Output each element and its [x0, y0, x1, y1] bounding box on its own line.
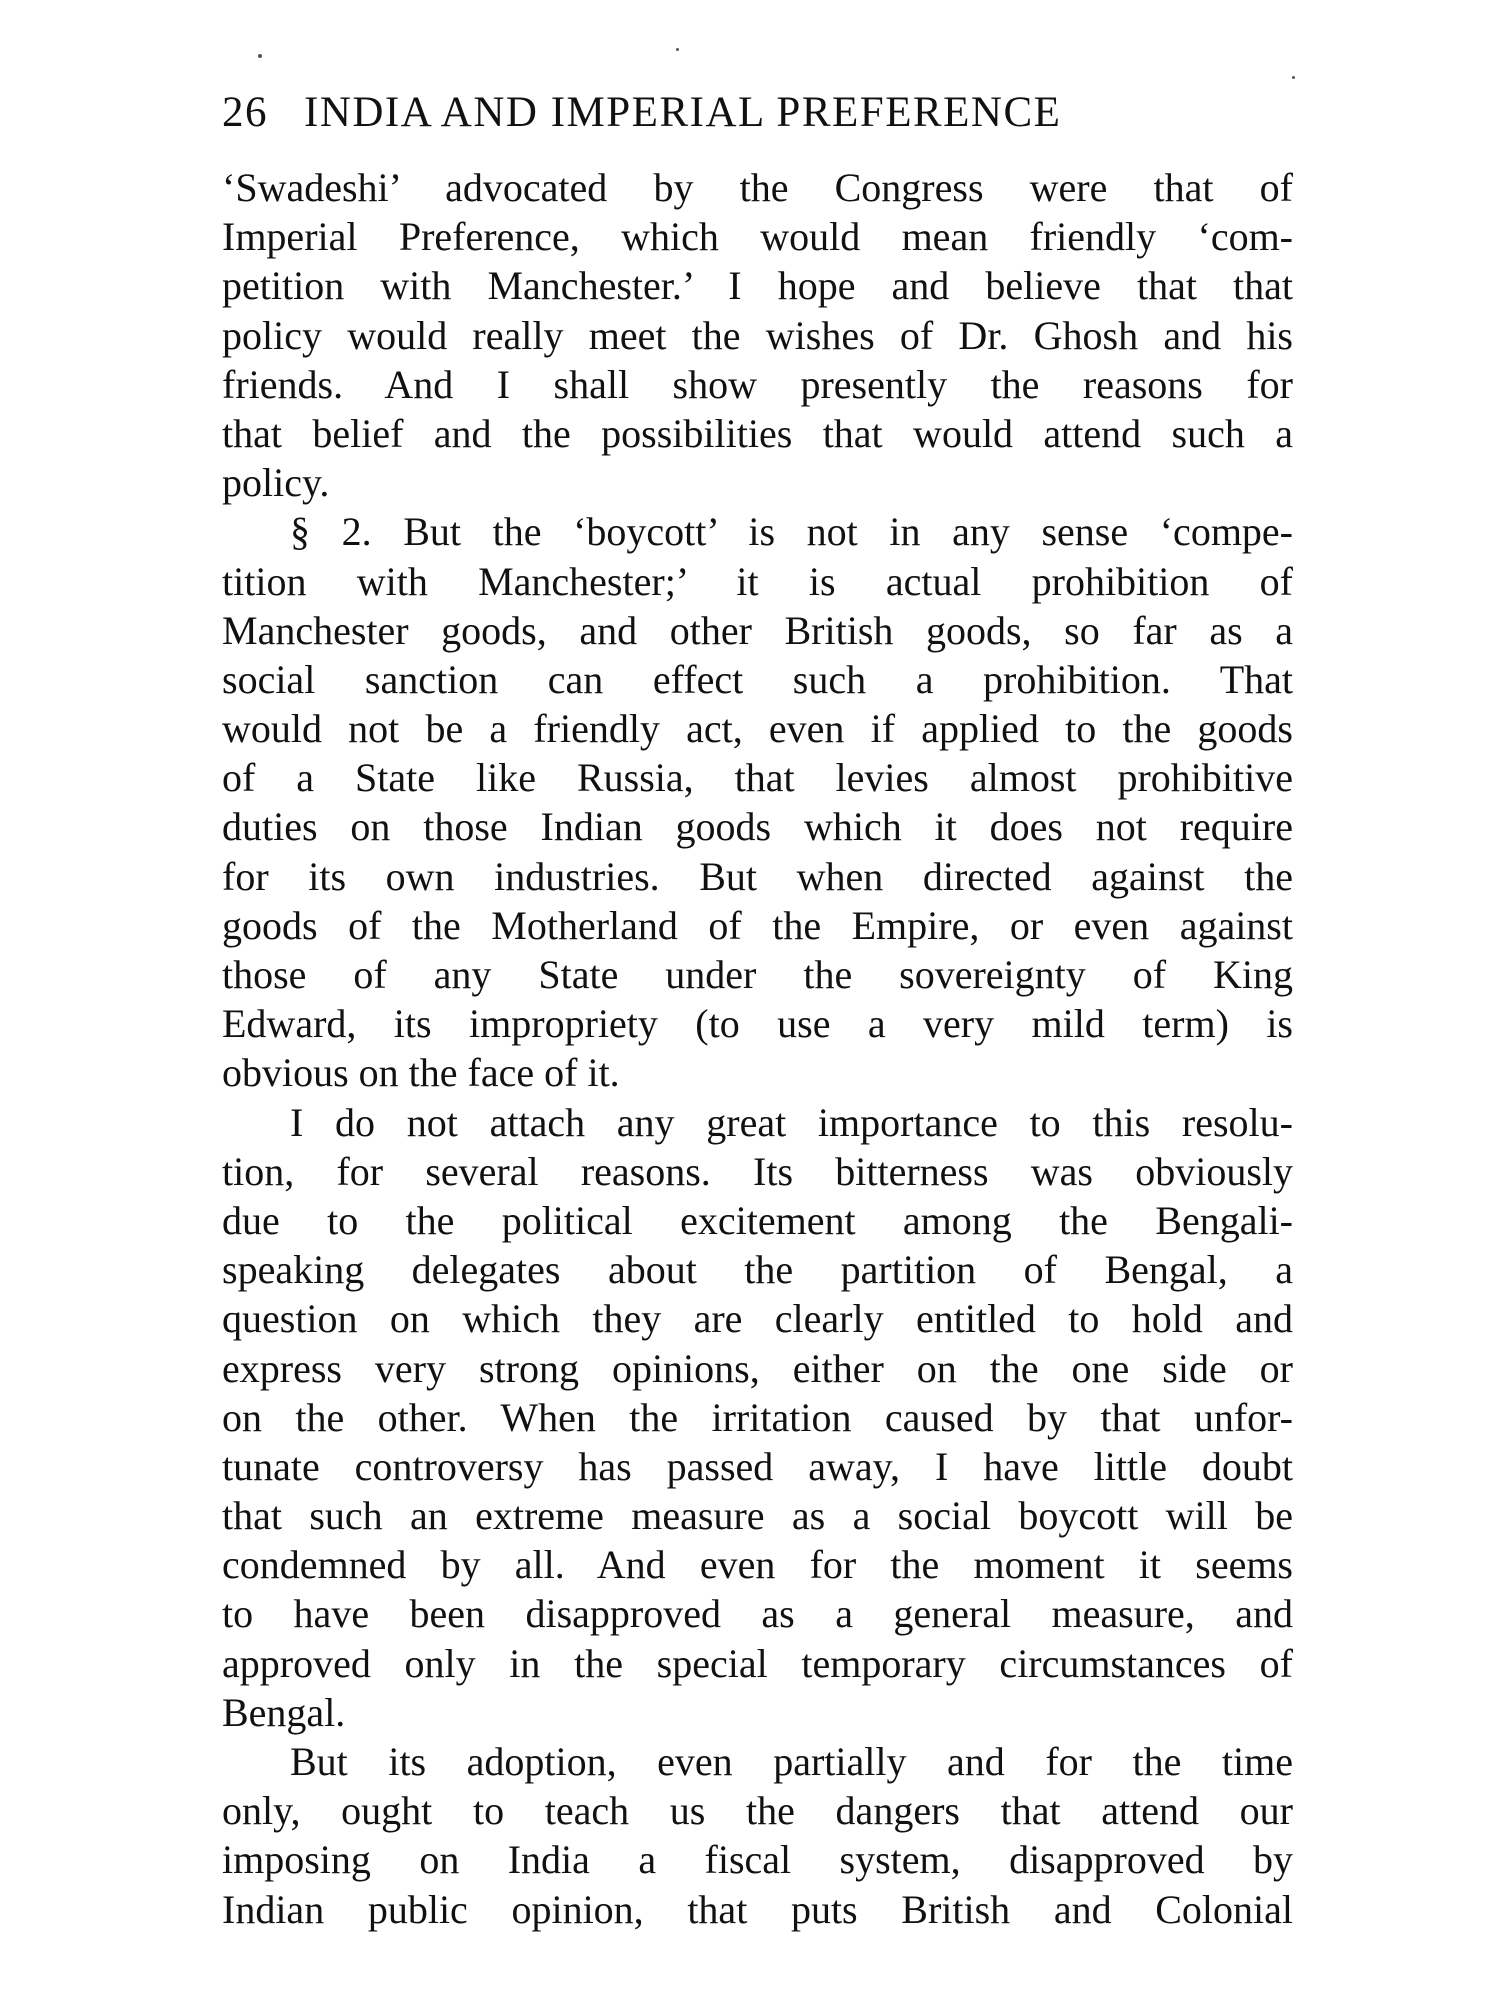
text-line: Bengal. [222, 1689, 346, 1735]
text-line: condemned by all. And even for the moment it seems [222, 1542, 1293, 1588]
text-line: imposing on India a fiscal system, disapproved by [222, 1837, 1293, 1883]
text-line: would not be a friendly act, even if applied to the goods [222, 706, 1293, 752]
running-title: INDIA AND IMPERIAL PREFERENCE [304, 89, 1062, 136]
scan-speck [258, 54, 262, 58]
text-line: of a State like Russia, that levies almost prohibitive [222, 755, 1293, 801]
page-number: 26 [222, 89, 268, 136]
text-line: speaking delegates about the partition of Bengal, a [222, 1247, 1293, 1293]
text-line: friends. And I shall show presently the reasons for [222, 361, 1293, 407]
text-line: But its adoption, even partially and for the time [290, 1739, 1293, 1784]
text-line: ‘Swadeshi’ advocated by the Congress were that of [222, 165, 1293, 210]
text-line: policy would really meet the wishes of Dr. Ghosh and his [222, 312, 1293, 358]
text-line: tion, for several reasons. Its bitterness was obviously [222, 1148, 1293, 1194]
text-line: tunate controversy has passed away, I have little doubt [222, 1443, 1293, 1489]
text-line: approved only in the special temporary circumstances of [222, 1640, 1293, 1686]
text-line: only, ought to teach us the dangers that attend our [222, 1788, 1293, 1834]
text-line: policy. [222, 460, 330, 506]
text-line: goods of the Motherland of the Empire, or even against [222, 902, 1293, 948]
running-head [222, 88, 1302, 148]
text-line: question on which they are clearly entitled to hold and [222, 1296, 1293, 1342]
text-line: Indian public opinion, that puts British and Colonial [222, 1886, 1293, 1932]
text-line: on the other. When the irritation caused by that unfor- [222, 1394, 1293, 1440]
text-line: I do not attach any great importance to this resolu- [290, 1099, 1293, 1145]
text-line: petition with Manchester.’ I hope and believe that that [222, 263, 1293, 309]
text-line: for its own industries. But when directed against the [222, 853, 1293, 899]
text-line: to have been disapproved as a general measure, and [222, 1591, 1293, 1637]
text-line: due to the political excitement among the Bengali- [222, 1197, 1293, 1243]
text-line: Imperial Preference, which would mean friendly ‘com- [222, 214, 1293, 260]
text-line: express very strong opinions, either on the one side or [222, 1345, 1293, 1391]
text-line: § 2. But the ‘boycott’ is not in any sense ‘compe- [290, 509, 1293, 555]
text-line: tition with Manchester;’ it is actual prohibition of [222, 558, 1293, 604]
text-line: that such an extreme measure as a social boycott will be [222, 1493, 1293, 1539]
scan-speck [1292, 76, 1295, 79]
scan-speck [676, 48, 679, 51]
text-line: duties on those Indian goods which it does not require [222, 804, 1293, 850]
text-line: that belief and the possibilities that would attend such a [222, 410, 1293, 456]
body-text [222, 163, 1293, 1934]
text-line: Manchester goods, and other British goods, so far as a [222, 607, 1293, 653]
text-line: obvious on the face of it. [222, 1050, 620, 1096]
text-line: Edward, its impropriety (to use a very mild term) is [222, 1001, 1293, 1047]
text-line: those of any State under the sovereignty of King [222, 952, 1293, 997]
text-line: social sanction can effect such a prohibition. That [222, 656, 1293, 702]
